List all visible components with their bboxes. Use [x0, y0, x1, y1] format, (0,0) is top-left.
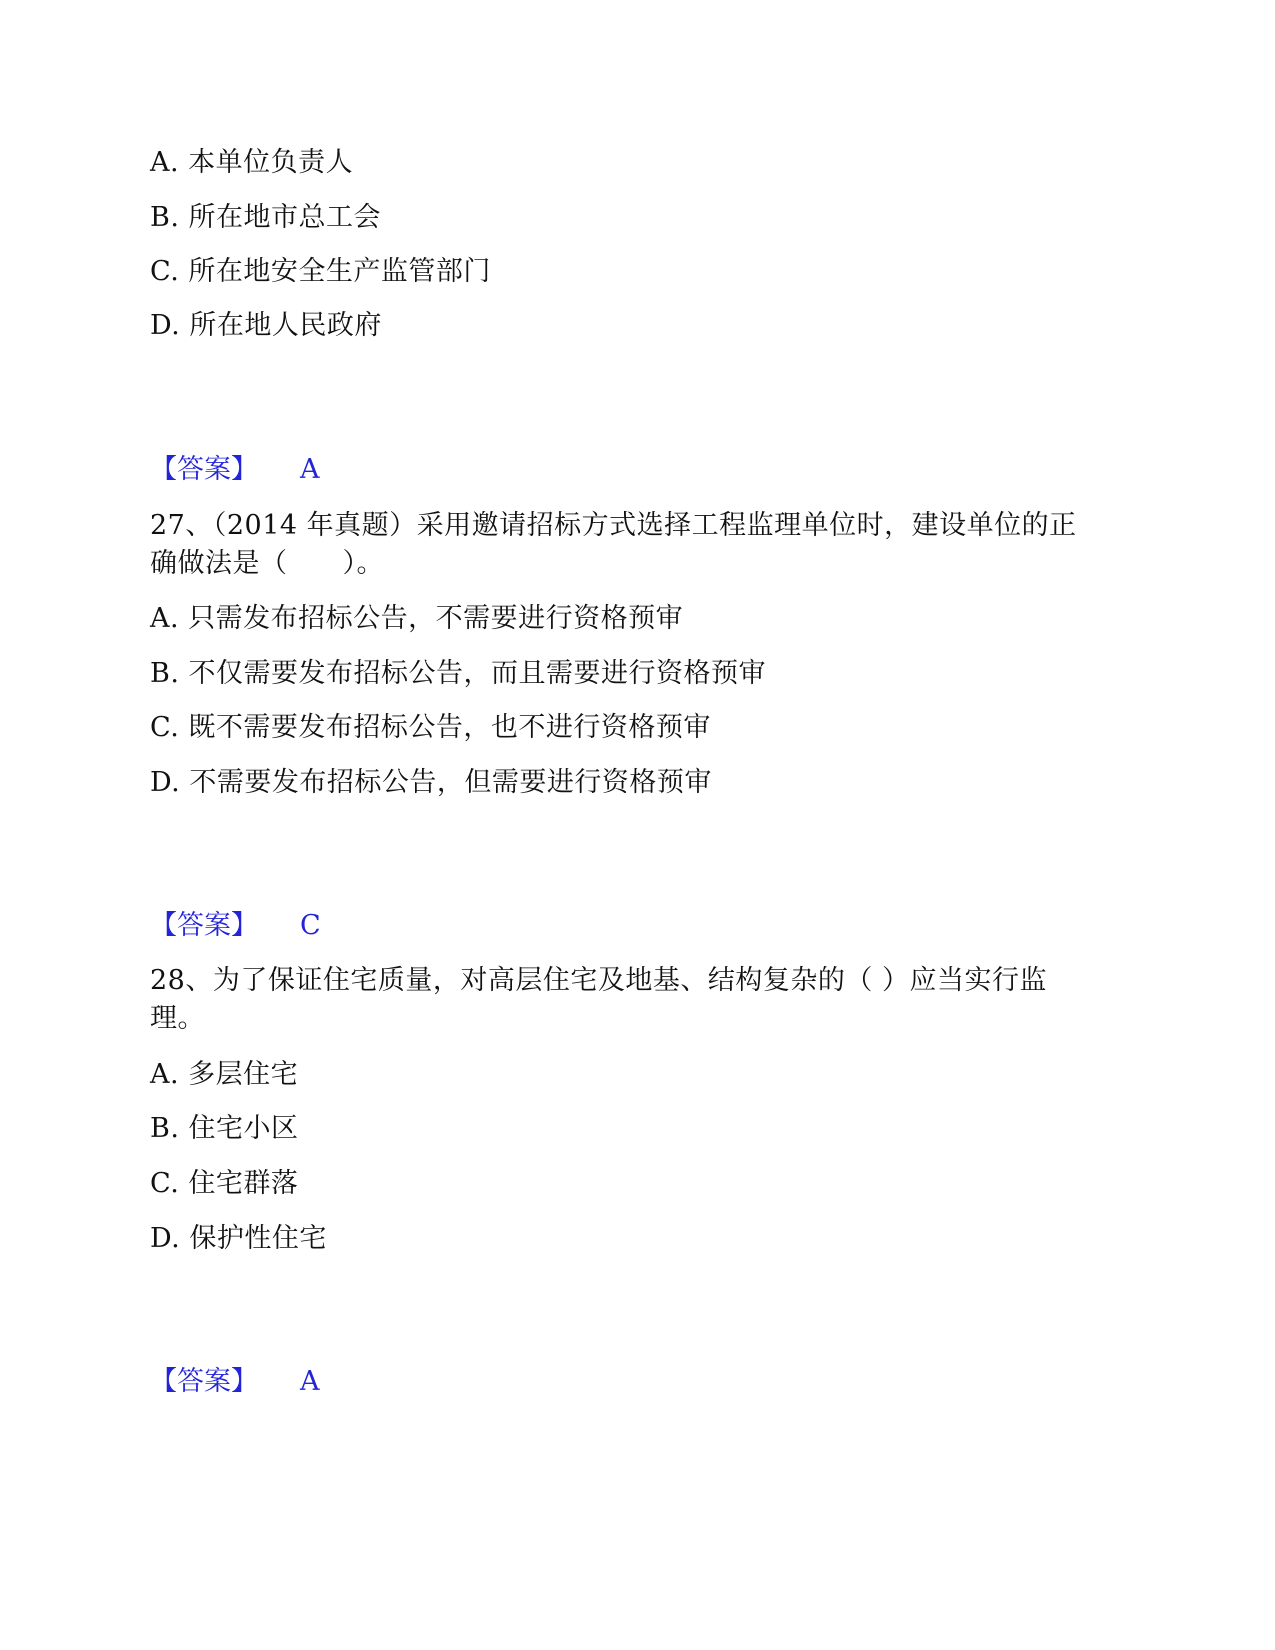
q28-option-b: B. 住宅小区: [150, 1113, 299, 1144]
answer-value: C: [300, 910, 321, 941]
q28-answer: [150, 1364, 320, 1400]
answer-label: 【答案】: [150, 454, 258, 485]
answer-label: 【答案】: [150, 910, 258, 941]
q27-option-c: C. 既不需要发布招标公告，也不进行资格预审: [150, 712, 711, 743]
q28-stem-line2: 理。: [150, 1003, 205, 1034]
q27-stem-line2: 确做法是（ ）。: [150, 548, 384, 579]
q27-stem-line1: 27、（2014 年真题）采用邀请招标方式选择工程监理单位时，建设单位的正: [150, 510, 1077, 541]
answer-label: 【答案】: [150, 1366, 258, 1397]
q26-answer: [150, 452, 320, 488]
q27-answer: [150, 908, 321, 944]
q26-option-d: D. 所在地人民政府: [150, 310, 382, 341]
q27-option-b: B. 不仅需要发布招标公告，而且需要进行资格预审: [150, 658, 767, 689]
q26-option-b: B. 所在地市总工会: [150, 202, 382, 233]
q27-option-d: D. 不需要发布招标公告，但需要进行资格预审: [150, 767, 712, 798]
q28-option-a: A. 多层住宅: [150, 1059, 299, 1090]
q28-option-d: D. 保护性住宅: [150, 1223, 327, 1254]
q28-option-c: C. 住宅群落: [150, 1168, 299, 1199]
answer-value: A: [300, 1366, 320, 1397]
answer-value: A: [300, 454, 320, 485]
q26-option-a: A. 本单位负责人: [150, 147, 354, 178]
q28-stem-line1: 28、为了保证住宅质量，对高层住宅及地基、结构复杂的（ ）应当实行监: [150, 965, 1047, 996]
q26-option-c: C. 所在地安全生产监管部门: [150, 256, 491, 287]
q27-option-a: A. 只需发布招标公告，不需要进行资格预审: [150, 603, 684, 634]
